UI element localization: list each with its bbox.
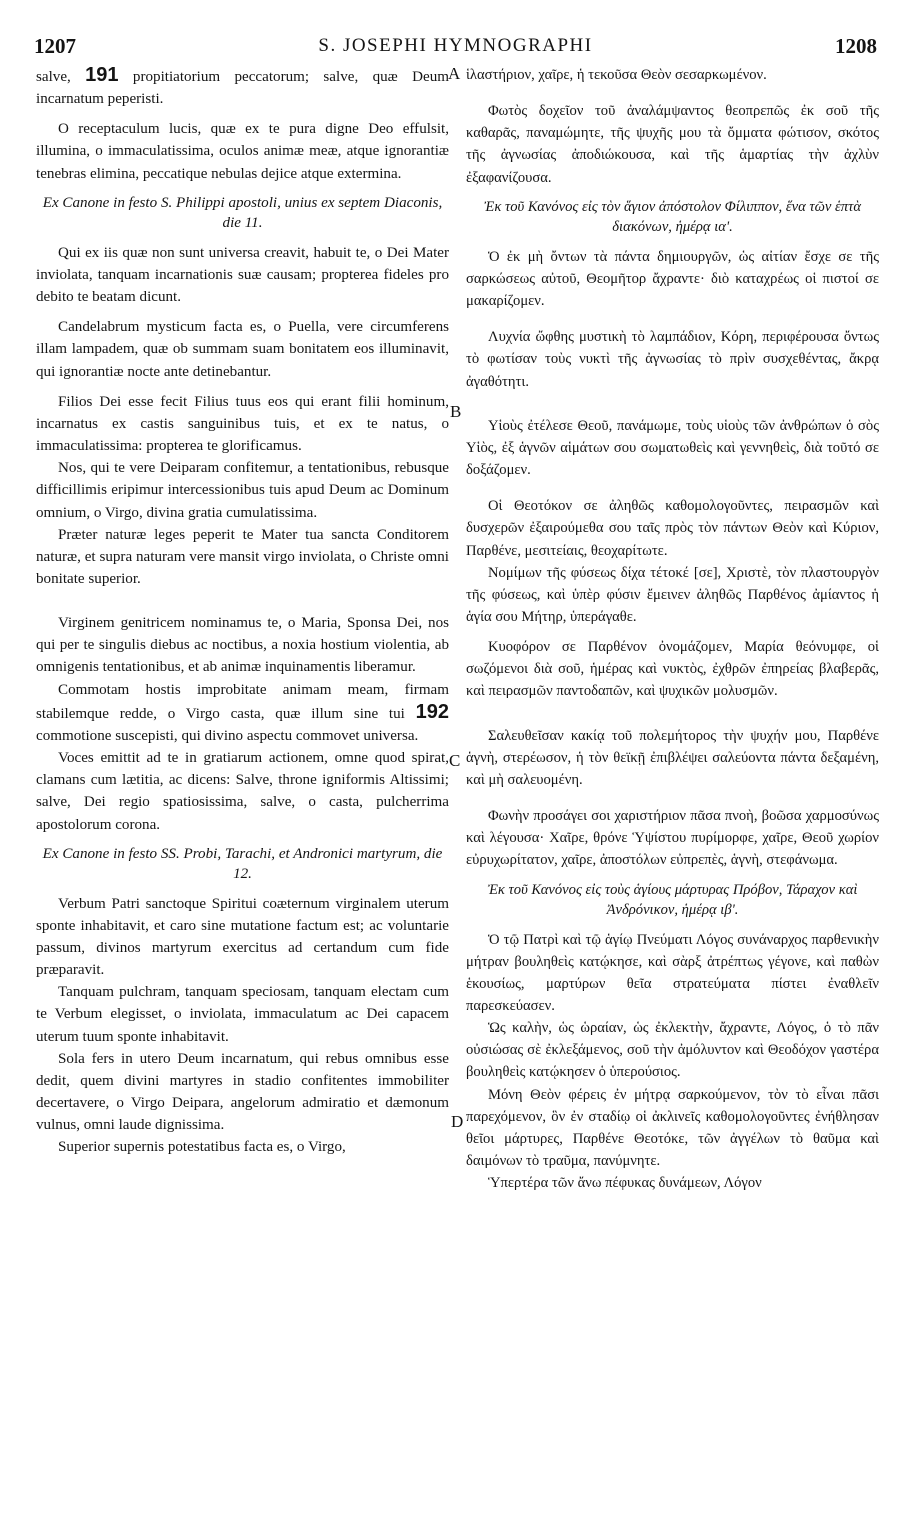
latin-paragraph: Voces emittit ad te in gratiarum actionem, omne quod spirat, clamans cum lætitia, ac dicens: Salve, throne igniformis Altissimi; salve, Dei regio spatiosissima, salve, o casta, pulcherrima apostolorum corona.: [36, 750, 449, 833]
latin-rubric: Ex Canone in festo SS. Probi, Tarachi, et Andronici martyrum, die 12.: [42, 845, 443, 883]
latin-paragraph: Superior supernis potestatibus facta es, o Virgo,: [58, 1139, 346, 1156]
greek-paragraph: Φωτὸς δοχεῖον τοῦ ἀναλάμψαντος θεοπρεπῶς ἐκ σοῦ τῆς καθαρᾶς, παναμώμητε, τῆς ψυχῆς μου τὰ ὄμματα φώτισον, σκότος τῆς ἀγνωσίας ἀποδιώκουσα, καὶ τῆς ἁμαρτίας τὴν ἀχλὺν ἐξαφανίζουσα.: [466, 103, 879, 186]
latin-paragraph: [36, 64, 449, 110]
latin-paragraph: Sola fers in utero Deum incarnatum, qui rebus omnibus esse dedit, quem divini martyres in stadio confitentes immobiliter decertavere, o Virgo Deipara, angelorum admiratio et dæmonum vulnus, omni laude dignissima.: [36, 1050, 449, 1134]
greek-rubric: Ἐκ τοῦ Κανόνος εἰς τὸν ἅγιον ἀπόστολον Φίλιππον, ἕνα τῶν ἑπτὰ διακόνων, ἡμέρᾳ ια'.: [484, 198, 861, 236]
greek-paragraph: Ὁ τῷ Πατρὶ καὶ τῷ ἁγίῳ Πνεύματι Λόγος συνάναρχος παρθενικὴν μήτραν βουληθεὶς κατῴκησε, καὶ σὰρξ ἀτρέπτως γέγονε, καὶ παθὼν ἑκουσίως, μαρτύρων θεῖα στρατεύματα πίστει ἐναθλεῖν παρεσκεύασεν.: [466, 931, 879, 1014]
latin-column: [36, 64, 449, 1159]
latin-text: propitiatorium peccatorum; salve, quæ Deum incarnatum peperisti.: [36, 69, 450, 108]
page-number-left: 1207: [34, 34, 76, 58]
latin-paragraph: Filios Dei esse fecit Filius tuus eos qui erant filii hominum, incarnatus ex castis sanguinibus tuis, et ex te natus, o immaculatissima: propterea te glorificamus.: [36, 393, 449, 455]
running-header: [34, 34, 877, 62]
greek-paragraph: Κυοφόρον σε Παρθένον ὀνομάζομεν, Μαρία θεόνυμφε, οἱ σωζόμενοι διὰ σοῦ, ἡμέρας καὶ νυκτὸς, ἐχθρῶν ἐπηρείας βλαβερᾶς, καὶ πειρασμῶν παντοδαπῶν, καὶ ψυχικῶν μολυσμῶν.: [466, 639, 879, 700]
latin-paragraph: Qui ex iis quæ non sunt universa creavit, habuit te, o Dei Mater inviolata, tanquam incarnationis suæ causam; propterea fideles pro debito te beatam dicunt.: [36, 244, 449, 306]
greek-paragraph: Οἱ Θεοτόκον σε ἀληθῶς καθομολογοῦντες, πειρασμῶν καὶ δυσχερῶν ἐξαιρούμεθα σου ταῖς πρὸς τὸν πάντων Θεὸν καὶ Κύριον, Παρθένε, μεσιτείαις, θεοχαρίτωτε.: [466, 498, 879, 559]
greek-paragraph: Σαλευθεῖσαν κακίᾳ τοῦ πολεμήτορος τὴν ψυχήν μου, Παρθένε ἁγνὴ, στερέωσον, ἡ τὸν θεϊκῇ ἐπιβλέψει σαλεύοντα πάντα δεξαμένη, καὶ μὴ σαλευομένη.: [466, 727, 879, 788]
latin-text: salve,: [36, 69, 71, 85]
page-number-right: 1208: [835, 34, 877, 58]
latin-paragraph: Tanquam pulchram, tanquam speciosam, tanquam electam cum te Verbum elegisset, o inviolata, immaculatum ac Dei capacem uterum tuum sponte inhabitavit.: [36, 984, 449, 1045]
greek-paragraph: Ὑπερτέρα τῶν ἄνω πέφυκας δυνάμεων, Λόγον: [488, 1175, 762, 1192]
greek-paragraph: Λυχνία ὤφθης μυστικὴ τὸ λαμπάδιον, Κόρη, περιφέρουσα ὄντως τὸ φωτίσαν τοὺς νυκτὶ τῆς ἀγνωσίας τὸ πρὶν συσχεθέντας, ἄκρᾳ ἀγαθότητι.: [466, 329, 879, 390]
latin-text: commotione suscepisti, qui divino aspectu commovet universa.: [36, 727, 419, 744]
greek-paragraph: Φωνὴν προσάγει σοι χαριστήριον πᾶσα πνοὴ, βοῶσα χαρμοσύνως καὶ λέγουσα· Χαῖρε, θρόνε Ὑψίστου πυρίμορφε, χαῖρε, Θεοῦ χωρίον εὐρυχωρίτατον, χαῖρε, ἀποστόλων εὐπρεπὲς, ἁγνὴ, στεφάνωμα.: [466, 808, 879, 869]
greek-paragraph: Νομίμων τῆς φύσεως δίχα τέτοκέ [σε], Χριστὲ, τὸν πλαστουργὸν τῆς φύσεως, καὶ ὑπὲρ φύσιν ἔμεινεν ἀληθῶς Παρθένος ἀμίαντος ἡ ἁγία σου Μήτηρ, ὑπεράγαθε.: [466, 564, 879, 625]
greek-paragraph: Υἱοὺς ἐτέλεσε Θεοῦ, πανάμωμε, τοὺς υἱοὺς τῶν ἀνθρώπων ὁ σὸς Υἱὸς, ἐξ ἁγνῶν αἱμάτων σου σωματωθεὶς καὶ γεννηθεὶς, διὰ τοῦτό σε δοξάζομεν.: [466, 417, 879, 479]
greek-paragraph: Ὡς καλὴν, ὡς ὡραίαν, ὡς ἐκλεκτὴν, ἄχραντε, Λόγος, ὁ τὸ πᾶν οὐσιώσας σὲ ἐκλεξάμενος, σοῦ τὴν ἀμόλυντον καὶ Θεοδόχον γαστέρα βουληθεὶς κατῴκησεν ὁ ὑπερούσιος.: [466, 1020, 879, 1081]
latin-paragraph: Virginem genitricem nominamus te, o Maria, Sponsa Dei, nos qui per te singulis diebus ac noctibus, a noxia hostium violentia, ab omnigenis tentationibus, et ab animæ inquinamentis liberamur.: [36, 615, 449, 676]
greek-rubric: Ἐκ τοῦ Κανόνος εἰς τοὺς ἁγίους μάρτυρας Πρόβον, Τάραχον καὶ Ἀνδρόνικον, ἡμέρᾳ ιβ'.: [487, 881, 858, 919]
latin-rubric: Ex Canone in festo S. Philippi apostoli, unius ex septem Diaconis, die 11.: [42, 194, 443, 232]
latin-paragraph: Nos, qui te vere Deiparam confitemur, a tentationibus, rebusque difficillimis eripimur intercessionibus tuis apud Deum ac Dominum omnium, o Virgo, divina gratia cumulatissima.: [36, 460, 449, 521]
latin-paragraph: O receptaculum lucis, quæ ex te pura digne Deo effulsit, illumina, o immaculatissima, oculos animæ meæ, atque ignorantiæ tenebras elimina, peccatique nebulas dejice atque extermina.: [36, 121, 449, 182]
column-number: 191: [85, 64, 119, 86]
column-number: 192: [415, 700, 449, 723]
margin-letter-d: D: [451, 1112, 464, 1131]
margin-letter-b: B: [450, 402, 462, 421]
greek-paragraph: Μόνη Θεὸν φέρεις ἐν μήτρᾳ σαρκούμενον, τὸν τὸ εἶναι πᾶσι παρεχόμενον, ὃν ἐν σταδίῳ οἱ ἀκλινεῖς καθομολογοῦντες ἐνήθλησαν θεῖοι μάρτυρες, Παρθένε Θεοτόκε, τῶν ἀγγέλων τὸ θαῦμα καὶ δαιμόνων τὸ τραῦμα, πανύμνητε.: [466, 1086, 879, 1170]
latin-paragraph: Verbum Patri sanctoque Spiritui coæternum virginalem uterum sponte inhabitavit, et caro sine mutatione factum est; ac voluntarie passum, divinos martyrum exercitus ad certandum cum fide præparavit.: [36, 895, 449, 979]
latin-paragraph: [36, 679, 449, 747]
latin-paragraph: Candelabrum mysticum facta es, o Puella, vere circumferens illam lampadem, quæ ob summam suam bonitatem eos illuminavit, qui ignorantiæ nocte ante detinebantur.: [36, 319, 449, 380]
margin-letter-a: A: [448, 64, 461, 83]
greek-paragraph: Ὁ ἐκ μὴ ὄντων τὰ πάντα δημιουργῶν, ὡς αἰτίαν ἔσχε σε τῆς σαρκώσεως αὐτοῦ, Θεομῆτορ ἄχραντε· διὸ καταχρέως οἱ πιστοί σε μακαρίζομεν.: [466, 248, 879, 310]
latin-text: Commotam hostis improbitate animam meam, firmam stabilemque redde, o Virgo casta, quæ illum sine tui: [36, 681, 449, 722]
latin-paragraph: Præter naturæ leges peperit te Mater tua sancta Conditorem naturæ, et supra naturam vere mansit virgo inviolata, o Christe omni bonitate superior.: [36, 526, 449, 587]
greek-paragraph: ἱλαστήριον, χαῖρε, ἡ τεκοῦσα Θεὸν σεσαρκωμένον.: [466, 67, 767, 83]
running-title: S. JOSEPHI HYMNOGRAPHI: [318, 35, 593, 56]
greek-column: [466, 64, 879, 1194]
margin-letter-c: C: [449, 751, 461, 770]
